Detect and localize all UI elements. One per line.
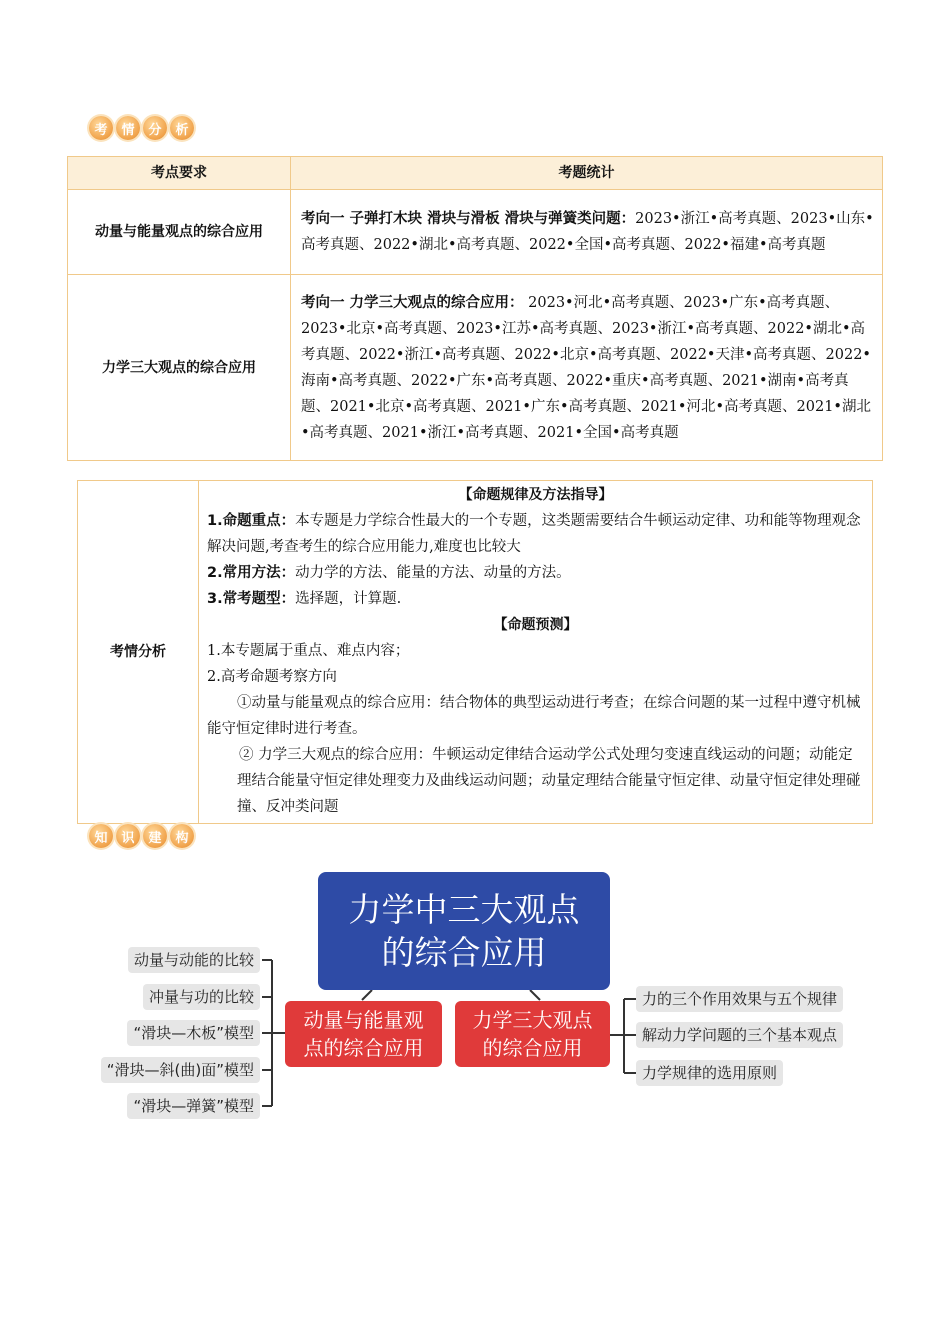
leaf-node: 冲量与功的比较 [143, 984, 260, 1010]
badge-char: 识 [116, 824, 140, 848]
paragraph: 1.本专题属于重点、难点内容； [207, 643, 410, 659]
paragraph-text: 选择题，计算题. [295, 591, 402, 607]
paragraph [207, 586, 864, 612]
mind-map [0, 860, 950, 1140]
paragraph: 2.高考命题考察方向 [207, 669, 337, 685]
row-stats-text: 2023•河北•高考真题、2023•广东•高考真题、2023•北京•高考真题、2023•江苏•高考真题、2023•浙江•高考真题、2022•湖北•高考真题、2022•浙江•高考真题、2022•北京•高考真题、2022•天津•高考真题、2022•海南•高考真题、2022•广东•高考真题、2022•重庆•高考真题、2021•湖南•高考真题、2021•北京•高考真题、2021•广东•高考真题、2021•河北•高考真题、2021•湖北•高考真题、2021•浙江•高考真题、2021•全国•高考真题 [301, 294, 871, 441]
paragraph-bold: 2.常用方法： [207, 565, 296, 581]
paragraph-text: 动力学的方法、能量的方法、动量的方法。 [295, 565, 571, 581]
section-badge-knowledge [89, 824, 194, 848]
paragraph-text: 本专题是力学综合性最大的一个专题，这类题需要结合牛顿运动定律、功和能等物理观念解决问题,考查考生的综合应用能力,难度也比较大 [207, 513, 861, 555]
row-point: 力学三大观点的综合应用 [68, 275, 291, 461]
row-stats-bold: 考向一 子弹打木块 滑块与滑板 滑块与弹簧类问题： [301, 211, 636, 227]
row-stats-text: 2023•浙江•高考真题、2023•山东•高考真题、2022•湖北•高考真题、2022•全国•高考真题、2022•福建•高考真题 [301, 211, 874, 253]
leaf-node: 力的三个作用效果与五个规律 [636, 986, 843, 1012]
section-heading: 【命题预测】 [493, 617, 578, 633]
branch-line: 动量与能量观 [303, 1008, 424, 1032]
paragraph [207, 560, 864, 586]
row-stats-bold: 考向一 力学三大观点的综合应用： [301, 294, 524, 311]
table-row [78, 481, 873, 824]
leaf-node: “滑块—弹簧”模型 [127, 1093, 260, 1119]
badge-char: 知 [89, 824, 113, 848]
row-point: 动量与能量观点的综合应用 [68, 190, 291, 275]
analysis-label: 考情分析 [78, 481, 199, 824]
leaf-node: “滑块—木板”模型 [127, 1020, 260, 1046]
branch-line: 力学三大观点 [472, 1008, 593, 1032]
analysis-content [199, 481, 873, 824]
title-line: 力学中三大观点 [348, 890, 580, 929]
badge-char: 建 [143, 824, 167, 848]
table-row [68, 275, 883, 461]
analysis-table [77, 480, 873, 824]
branch-line: 的综合应用 [482, 1036, 583, 1060]
header-point: 考点要求 [68, 157, 291, 190]
badge-char: 构 [170, 824, 194, 848]
row-stats [291, 190, 883, 275]
row-stats [291, 275, 883, 461]
branch-line: 点的综合应用 [303, 1036, 424, 1060]
mind-map-title [318, 872, 610, 990]
leaf-node: 解动力学问题的三个基本观点 [636, 1022, 843, 1048]
badge-char: 分 [143, 116, 167, 140]
branch-three-viewpoints [455, 1001, 610, 1067]
paragraph-bold: 3.常考题型： [207, 591, 296, 607]
paragraph: ①动量与能量观点的综合应用：结合物体的典型运动进行考查；在综合问题的某一过程中遵守机械能守恒定律时进行考查。 [207, 695, 861, 737]
paragraph: ② 力学三大观点的综合应用：牛顿运动定律结合运动学公式处理匀变速直线运动的问题；动能定理结合能量守恒定律处理变力及曲线运动问题；动量定理结合能量守恒定律、动量守恒定律处理碰撞、反冲类问题 [237, 747, 861, 815]
section-badge-analysis [89, 116, 194, 140]
leaf-node: 力学规律的选用原则 [636, 1060, 783, 1086]
table-row [68, 190, 883, 275]
paragraph [207, 508, 864, 560]
badge-char: 情 [116, 116, 140, 140]
leaf-node: 动量与动能的比较 [128, 947, 260, 973]
header-stats: 考题统计 [291, 157, 883, 190]
exam-statistics-table [67, 156, 883, 461]
leaf-node: “滑块—斜(曲)面”模型 [101, 1057, 260, 1083]
branch-momentum-energy [285, 1001, 442, 1067]
table-header-row [68, 157, 883, 190]
section-heading: 【命题规律及方法指导】 [458, 487, 613, 503]
badge-char: 考 [89, 116, 113, 140]
paragraph-bold: 1.命题重点： [207, 513, 296, 529]
title-line: 的综合应用 [381, 933, 547, 972]
badge-char: 析 [170, 116, 194, 140]
